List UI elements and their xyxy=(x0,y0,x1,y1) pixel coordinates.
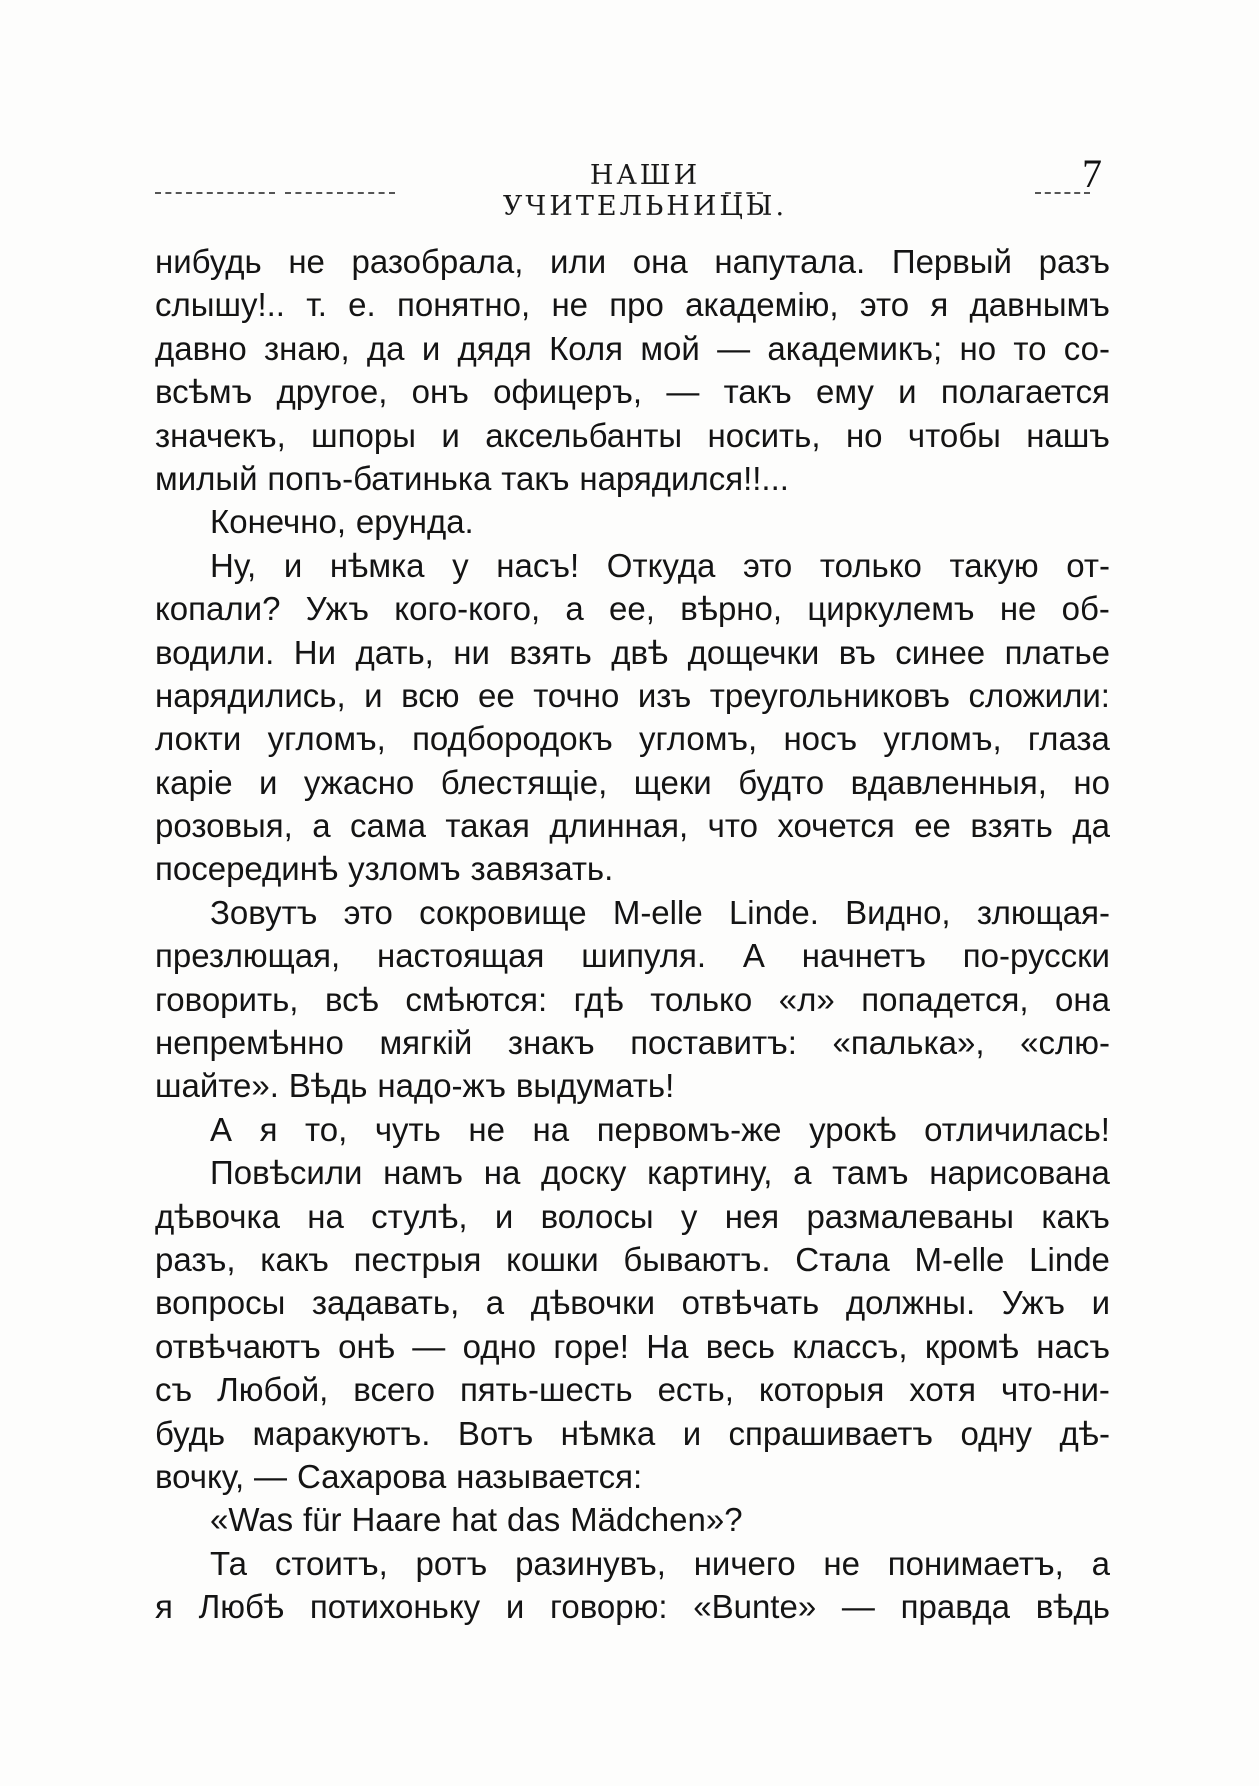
text-line: вопросы задавать, а дѣвочки отвѣчать должны. Ужъ и xyxy=(155,1284,1110,1322)
text-line: розовыя, а сама такая длинная, что хочется ее взять да xyxy=(155,807,1110,845)
text-line: значекъ, шпоры и аксельбанты носить, но чтобы нашъ xyxy=(155,416,1110,454)
text-line: будь маракуютъ. Вотъ нѣмка и спрашиваетъ одну дѣ- xyxy=(155,1414,1110,1452)
text-line: я Любѣ потихоньку и говорю: «Bunte» — правда вѣдь xyxy=(155,1588,1110,1626)
text-line: нарядились, и всю ее точно изъ треугольниковъ сложили: xyxy=(155,676,1110,714)
text-line: слышу!.. т. е. понятно, не про академiю, это я давнымъ xyxy=(155,286,1110,324)
text-line: милый попъ-батинька такъ нарядился!!... xyxy=(155,459,789,497)
text-line: шайте». Вѣдь надо-жъ выдумать! xyxy=(155,1067,675,1105)
text-line: Ну, и нѣмка у насъ! Откуда это только такую от- xyxy=(210,546,1110,584)
text-line: Та стоитъ, ротъ разинувъ, ничего не понимаетъ, а xyxy=(210,1544,1110,1582)
text-line: копали? Ужъ кого-кого, а ее, вѣрно, циркулемъ не об- xyxy=(155,590,1110,628)
text-line: говорить, всѣ смѣются: гдѣ только «л» попадется, она xyxy=(155,980,1110,1018)
text-line: презлющая, настоящая шипуля. А начнетъ по-русски xyxy=(155,937,1110,975)
text-line: всѣмъ другое, онъ офицеръ, — такъ ему и полагается xyxy=(155,373,1110,411)
text-line: локти угломъ, подбородокъ угломъ, носъ угломъ, глаза xyxy=(155,720,1110,758)
text-line: Повѣсили намъ на доску картину, а тамъ нарисована xyxy=(210,1154,1110,1192)
text-line: давно знаю, да и дядя Коля мой — академикъ; но то со- xyxy=(155,329,1110,367)
running-title: НАШИ УЧИТЕЛЬНИЦЫ. xyxy=(502,160,788,222)
page-number: 7 xyxy=(1082,151,1102,196)
text-line: разъ, какъ пестрыя кошки бываютъ. Стала M-elle Linde xyxy=(155,1240,1110,1278)
body-text xyxy=(155,240,1110,1629)
text-line: посерединѣ узломъ завязать. xyxy=(155,850,614,888)
text-line: дѣвочка на стулѣ, и волосы у нея размалеваны какъ xyxy=(155,1197,1110,1235)
text-line: непремѣнно мягкiй знакъ поставитъ: «палька», «слю- xyxy=(155,1024,1110,1062)
text-line: водили. Ни дать, ни взять двѣ дощечки въ синее платье xyxy=(155,633,1110,671)
text-line: вочку, — Сахарова называется: xyxy=(155,1457,643,1495)
text-line: карiе и ужасно блестящiе, щеки будто вдавленныя, но xyxy=(155,763,1110,801)
header-rule-left-1 xyxy=(155,192,275,194)
text-line: А я то, чуть не на первомъ-же урокѣ отличилась! xyxy=(210,1110,1110,1148)
text-line: отвѣчаютъ онѣ — одно горе! На весь классъ, кромѣ насъ xyxy=(155,1327,1110,1365)
text-line: Конечно, ерунда. xyxy=(210,503,474,541)
text-line: Зовутъ это сокровище M-elle Linde. Видно, злющая- xyxy=(210,893,1110,931)
text-line: «Was für Haare hat das Mädchen»? xyxy=(210,1501,743,1539)
text-line: нибудь не разобрала, или она напутала. Первый разъ xyxy=(155,243,1110,280)
text-line: съ Любой, всего пять-шесть есть, которыя хотя что-ни- xyxy=(155,1371,1110,1409)
page-header xyxy=(155,150,1110,222)
header-rule-left-2 xyxy=(285,192,395,194)
